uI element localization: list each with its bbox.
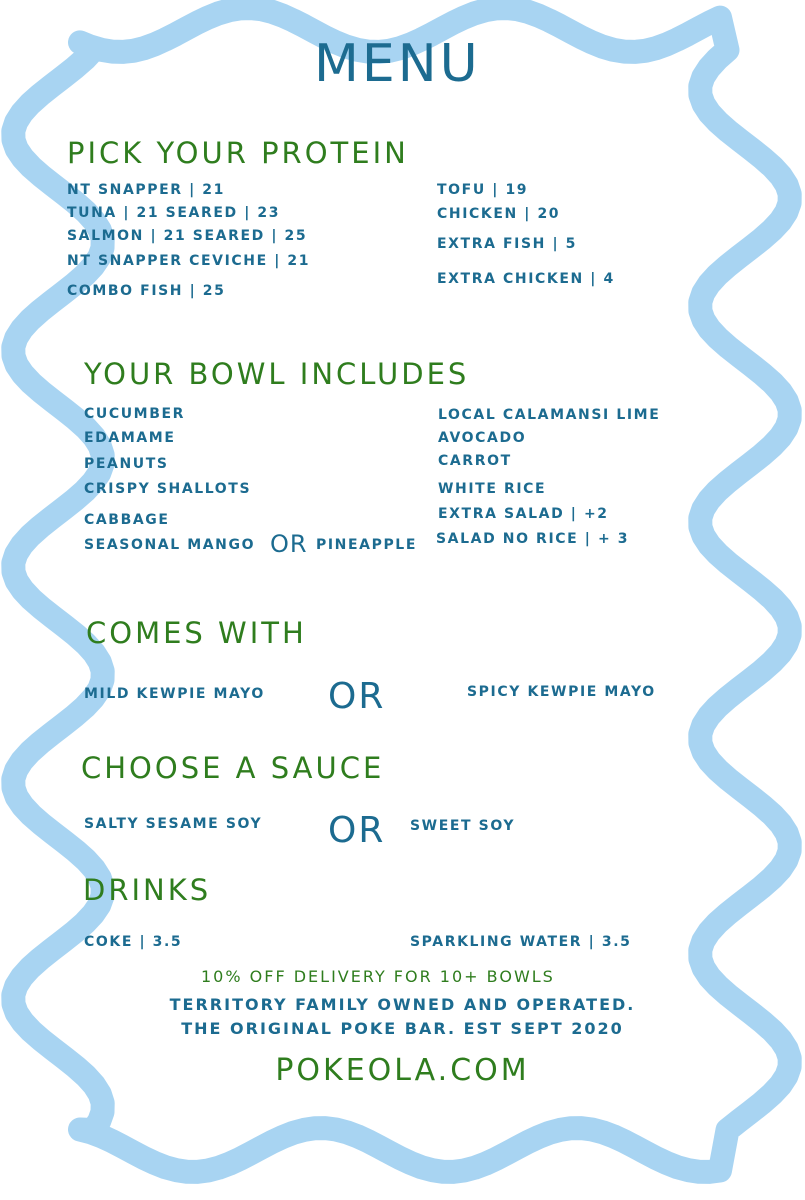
- bowl-item: CARROT: [438, 453, 512, 469]
- drink-item: COKE | 3.5: [84, 934, 183, 950]
- sauce-option: SWEET SOY: [410, 818, 516, 834]
- comes-with-option: SPICY KEWPIE MAYO: [467, 684, 656, 700]
- drink-item: SPARKLING WATER | 3.5: [410, 934, 632, 950]
- protein-item: NT SNAPPER CEVICHE | 21: [67, 253, 311, 269]
- or-separator: OR: [270, 530, 308, 558]
- section-heading-sauce: CHOOSE A SAUCE: [81, 751, 385, 785]
- bowl-item-mango: SEASONAL MANGO: [84, 537, 256, 553]
- page-title: MENU: [314, 34, 481, 94]
- bowl-item-pineapple: PINEAPPLE: [316, 537, 417, 553]
- bowl-item: CUCUMBER: [84, 406, 186, 422]
- tagline-line-1: TERRITORY FAMILY OWNED AND OPERATED.: [169, 995, 636, 1014]
- bowl-item: EDAMAME: [84, 430, 176, 446]
- protein-item: EXTRA FISH | 5: [437, 236, 577, 252]
- section-heading-protein: PICK YOUR PROTEIN: [67, 136, 409, 170]
- bowl-item: EXTRA SALAD | +2: [438, 506, 609, 522]
- protein-item: EXTRA CHICKEN | 4: [437, 271, 615, 287]
- delivery-promo: 10% OFF DELIVERY FOR 10+ BOWLS: [201, 967, 555, 986]
- bowl-item: AVOCADO: [438, 430, 527, 446]
- bowl-item: CABBAGE: [84, 512, 170, 528]
- protein-item: TUNA | 21 SEARED | 23: [67, 205, 281, 221]
- bowl-item: SALAD NO RICE | + 3: [436, 531, 630, 547]
- or-separator: OR: [328, 676, 386, 717]
- bowl-item: LOCAL CALAMANSI LIME: [438, 407, 661, 423]
- or-separator: OR: [328, 810, 386, 851]
- bowl-item: CRISPY SHALLOTS: [84, 481, 252, 497]
- protein-item: NT SNAPPER | 21: [67, 182, 225, 198]
- section-heading-drinks: DRINKS: [83, 873, 212, 907]
- protein-item: TOFU | 19: [437, 182, 529, 198]
- section-heading-comes-with: COMES WITH: [86, 616, 307, 650]
- website-link[interactable]: POKEOLA.COM: [275, 1053, 530, 1088]
- bowl-item: WHITE RICE: [438, 481, 547, 497]
- sauce-option: SALTY SESAME SOY: [84, 816, 263, 832]
- protein-item: COMBO FISH | 25: [67, 283, 226, 299]
- comes-with-option: MILD KEWPIE MAYO: [84, 686, 265, 702]
- bowl-item: PEANUTS: [84, 456, 169, 472]
- protein-item: SALMON | 21 SEARED | 25: [67, 228, 308, 244]
- protein-item: CHICKEN | 20: [437, 206, 561, 222]
- tagline-line-2: THE ORIGINAL POKE BAR. EST SEPT 2020: [181, 1019, 624, 1038]
- section-heading-bowl: YOUR BOWL INCLUDES: [84, 357, 470, 391]
